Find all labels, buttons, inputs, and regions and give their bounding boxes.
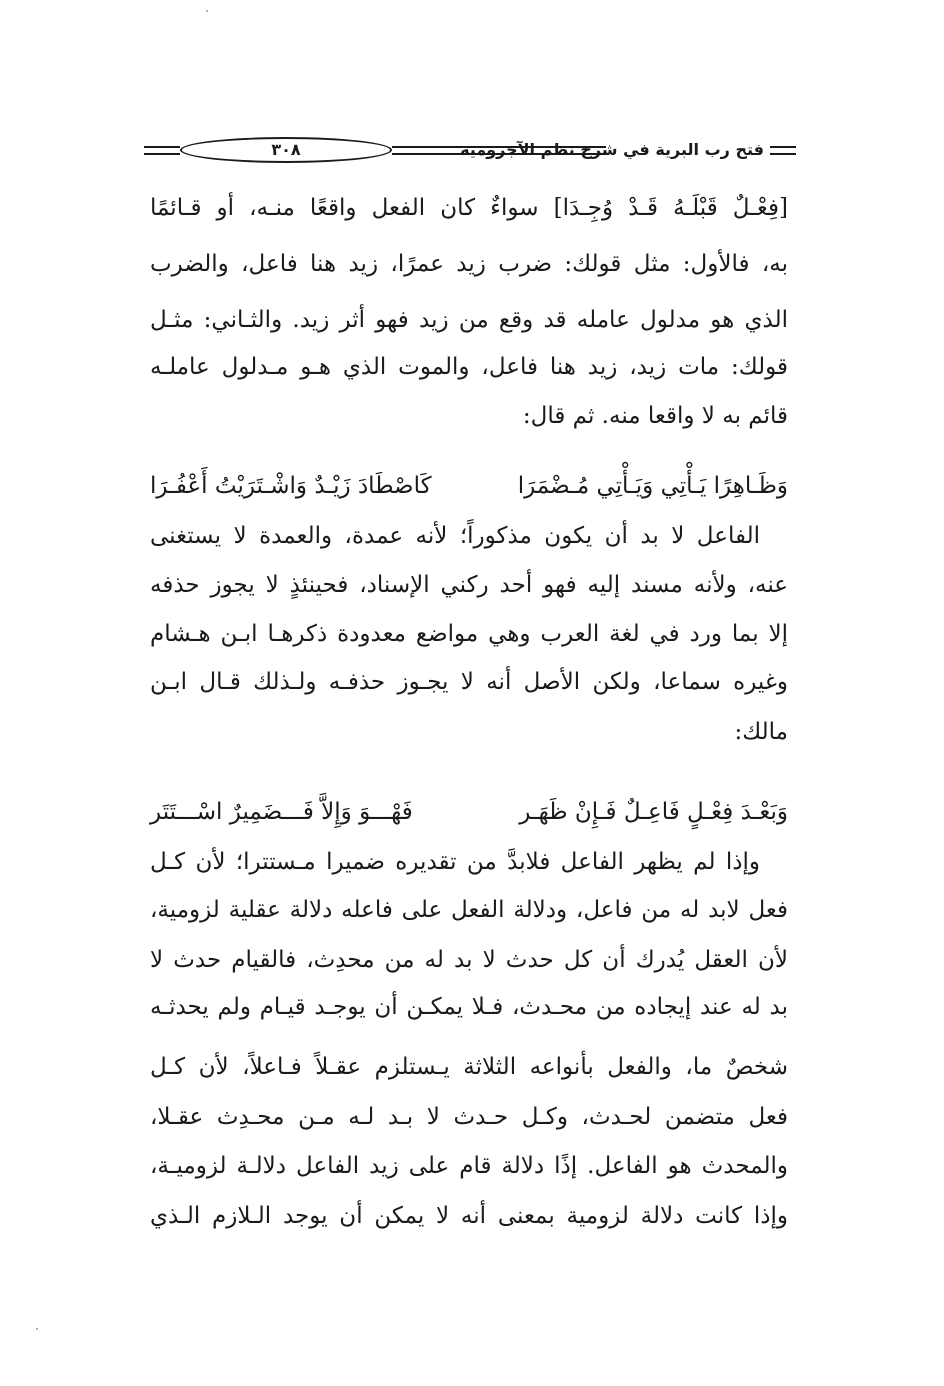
- header-rule-middle: [392, 146, 606, 155]
- book-title: فتح رب البرية في شرح نظم الآجرومية: [460, 140, 764, 159]
- page-number: ٣٠٨: [180, 137, 392, 163]
- text-line: إلا بما ورد في لغة العرب وهي مواضع معدودة ذكرهـا ابـن هـشام: [150, 621, 788, 647]
- poem-verse: [150, 466, 788, 506]
- verse-first-hemistich: وَظَـاهِرًا يَـأْتِي وَيَـأْتِي مُـضْمَرَا: [517, 473, 788, 499]
- scan-speck: [206, 10, 208, 12]
- text-line: والمحدث هو الفاعل. إذًا دلالة قام على زيد الفاعل دلالـة لزوميـة،: [150, 1153, 788, 1179]
- text-line: [فِعْـلٌ قَبْلَـهُ قَـدْ وُجِـدَا] سواءٌ كان الفعل واقعًا منـه، أو قـائمًا: [150, 195, 788, 221]
- text-line: وغيره سماعا، ولكن الأصل أنه لا يجـوز حذفـه ولـذلك قـال ابـن: [150, 669, 788, 695]
- verse-first-hemistich: وَبَعْـدَ فِعْـلٍ فَاعِـلٌ فَـإِنْ ظَهَـر: [519, 799, 788, 825]
- text-line: الذي هو مدلول عامله قد وقع من زيد فهو أثر زيد. والثـاني: مثـل: [150, 307, 788, 333]
- running-header: [144, 136, 796, 166]
- text-line: به، فالأول: مثل قولك: ضرب زيد عمرًا، زيد هنا فاعل، والضرب: [150, 251, 788, 277]
- text-line: وإذا لم يظهر الفاعل فلابدَّ من تقديره ضميرا مـستترا؛ لأن كـل: [150, 849, 760, 875]
- text-line: شخصٌ ما، والفعل بأنواعه الثلاثة يـستلزم عقـلاً فـاعلاً، لأن كـل: [150, 1054, 788, 1080]
- text-line: قولك: مات زيد، زيد هنا فاعل، والموت الذي هـو مـدلول عاملـه: [150, 354, 788, 380]
- text-line: الفاعل لا بد أن يكون مذكوراً؛ لأنه عمدة، والعمدة لا يستغنى: [150, 523, 760, 549]
- text-line: فعل متضمن لحـدث، وكـل حـدث لا بـد لـه مـن محـدِث عقـلا،: [150, 1104, 788, 1130]
- text-line: لأن العقل يُدرك أن كل حدث لا بد له من محدِث، فالقيام حدث لا: [150, 947, 788, 973]
- text-line: فعل لابد له من فاعل، ودلالة الفعل على فاعله دلالة عقلية لزومية،: [150, 897, 788, 923]
- verse-second-hemistich: فَهْـــوَ وَإِلاَّ فَـــضَمِيرٌ اسْـــتَتَر: [150, 799, 413, 825]
- text-line: وإذا كانت دلالة لزومية بمعنى أنه لا يمكن أن يوجد الـلازم الـذي: [150, 1203, 788, 1229]
- text-line: عنه، ولأنه مسند إليه فهو أحد ركني الإسناد، فحينئذٍ لا يجوز حذفه: [150, 572, 788, 598]
- text-line: بد له عند إيجاده من محـدث، فـلا يمكـن أن يوجـد قيـام ولم يحدثـه: [150, 994, 788, 1020]
- verse-second-hemistich: كَاصْطَادَ زَيْـدٌ وَاشْـتَرَيْتُ أَعْفُـرَا: [150, 473, 432, 499]
- poem-verse: [150, 792, 788, 832]
- header-rule-right: [770, 146, 796, 155]
- header-rule-left: [144, 146, 180, 155]
- scan-speck: [36, 1328, 38, 1330]
- text-line: قائم به لا واقعا منه. ثم قال:: [522, 403, 788, 429]
- text-line: مالك:: [734, 719, 788, 745]
